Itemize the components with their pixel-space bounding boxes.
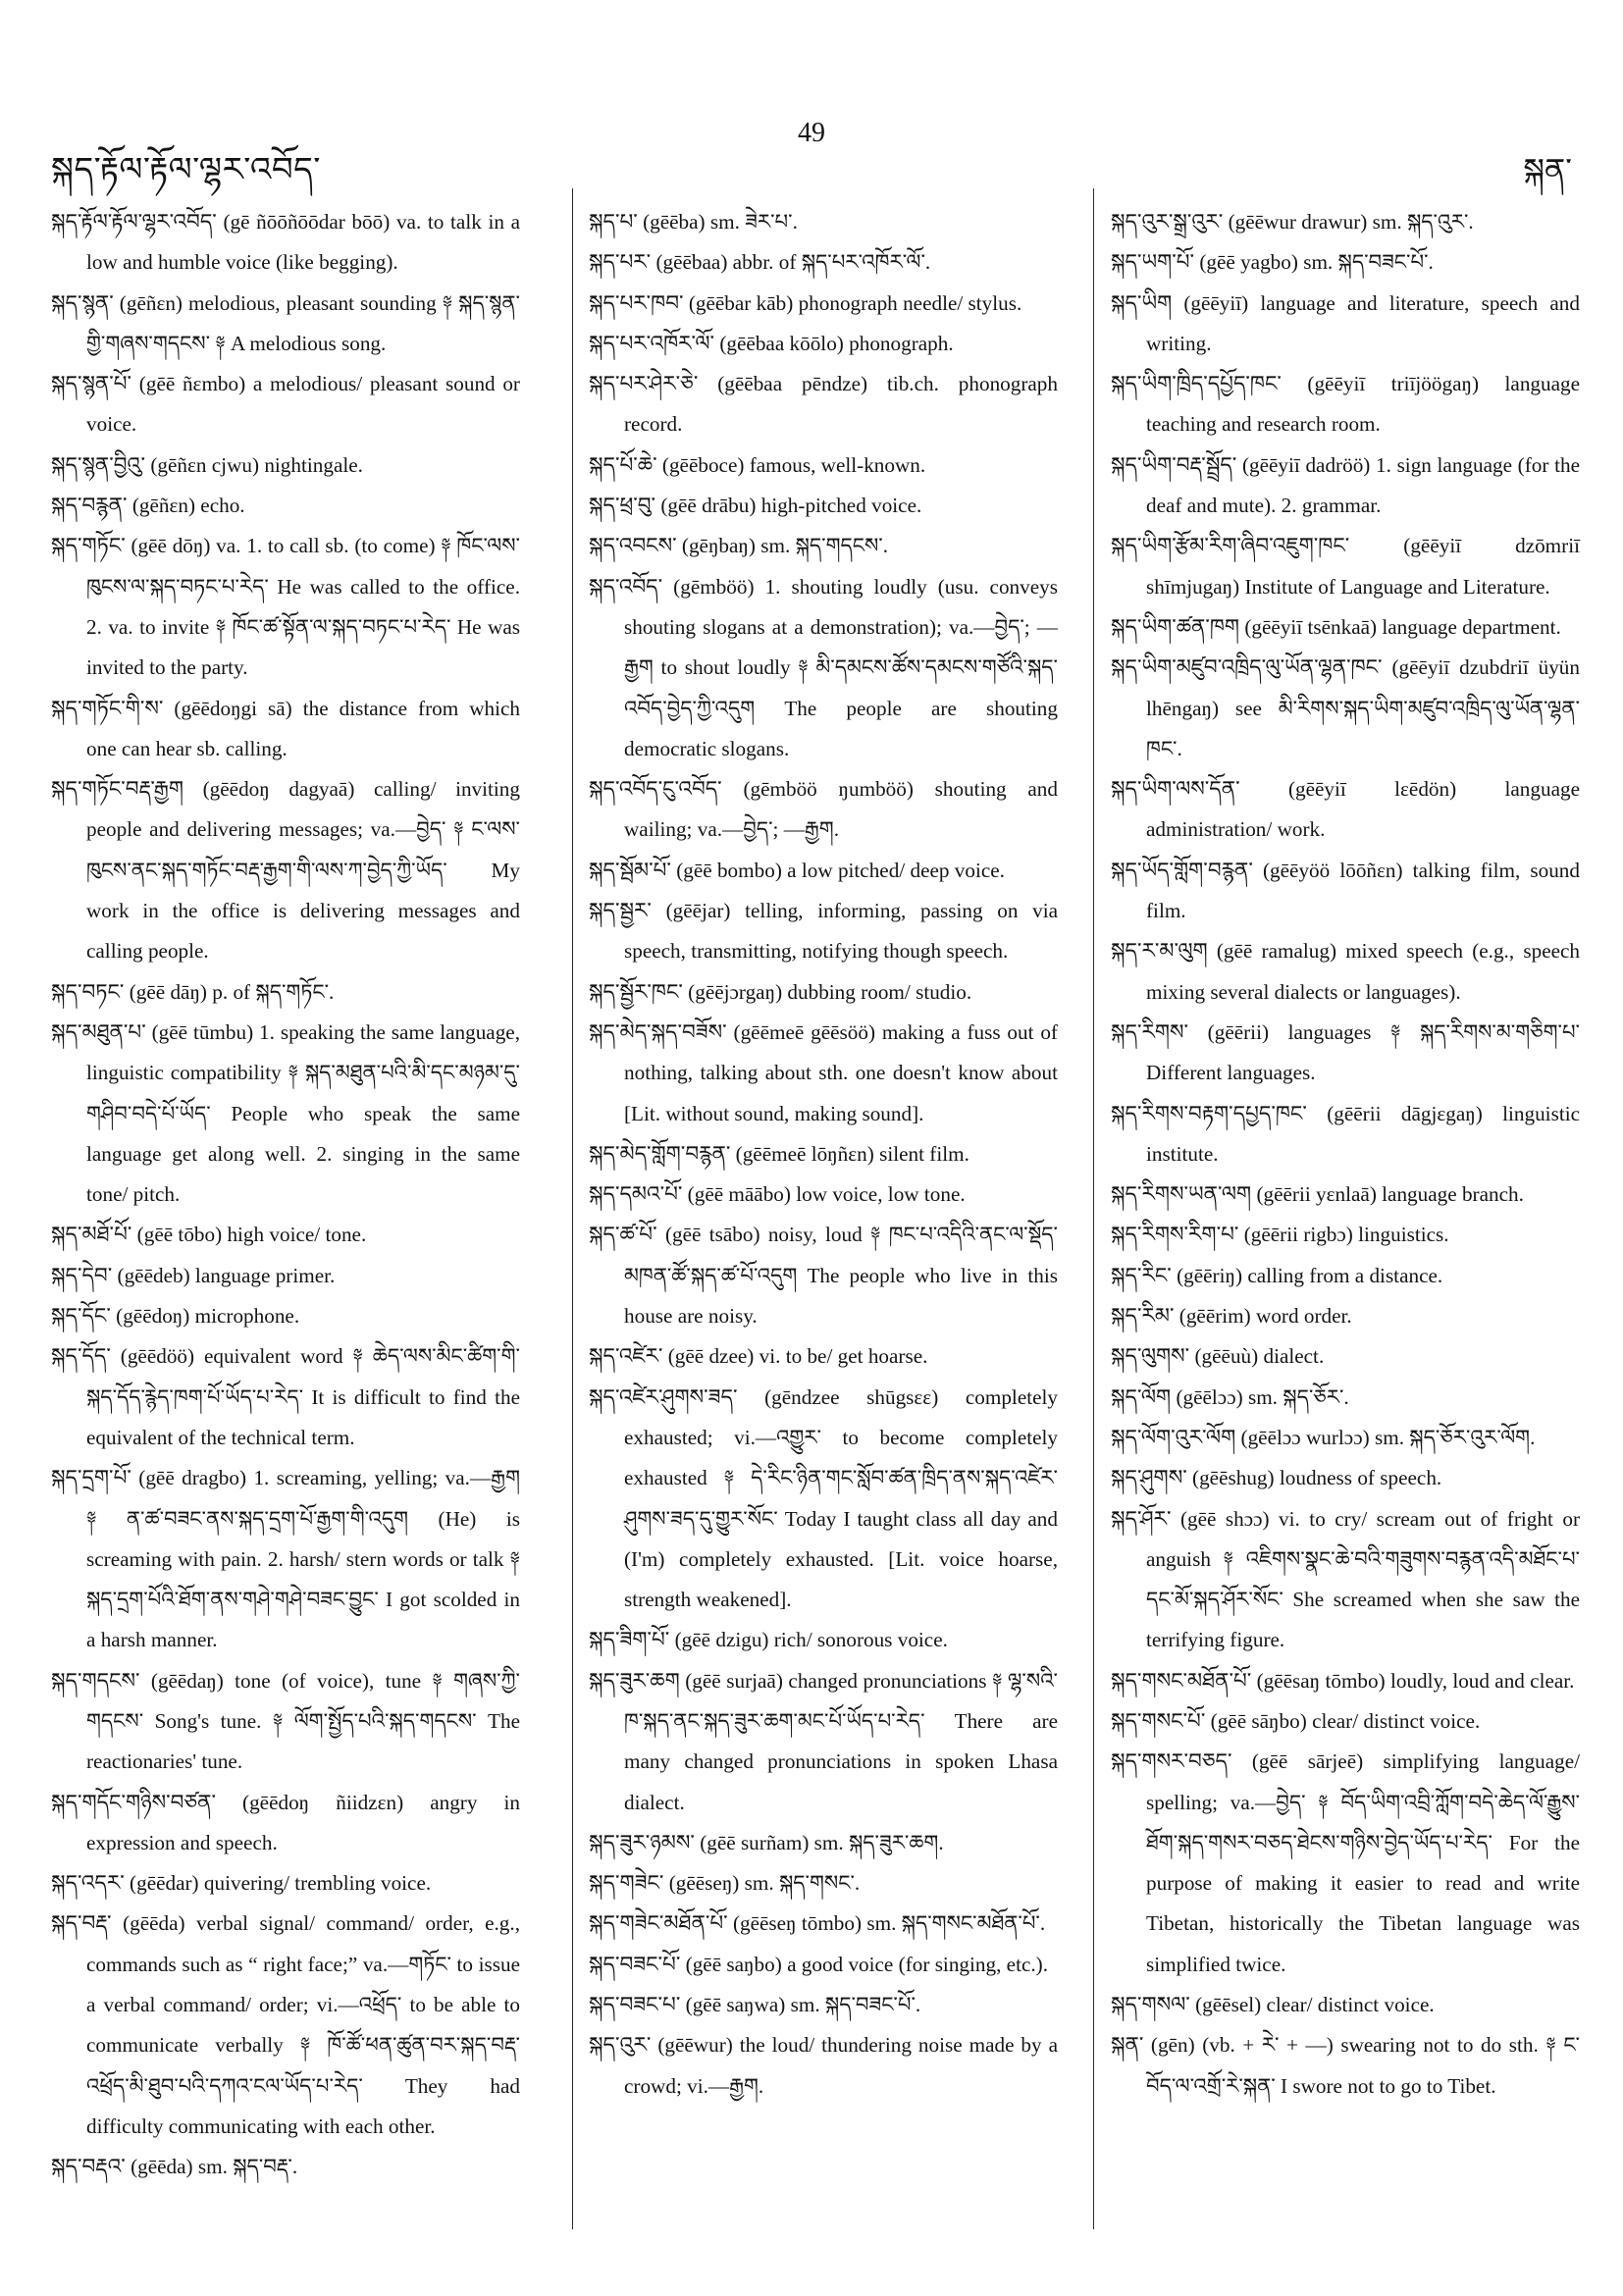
dictionary-entry (1111, 284, 1580, 365)
entry-definition: (gēē dōŋ) va. 1. to call sb. (to come) ༈ ཁོང་ལས་ཁུངས་ལ་སྐད་བཏང་པ་རེད་ He was called to the office. 2. va. to invite ༈ ཁོང་ཚ་སྟོན་ལ་སྐད་བཏང་པ་རེད་ He was invited to the party. (86, 534, 520, 680)
dictionary-entry (1111, 1336, 1580, 1377)
entry-headword: སྐད་འུར་ (589, 2033, 652, 2058)
entry-headword: སྐད་ཡིག་མཛུབ་འཁྲིད་ལུ་ཡོན་ལྷན་ཁང་ (1111, 655, 1383, 680)
dictionary-entry (51, 972, 520, 1013)
entry-definition: (gēē māābo) low voice, low tone. (682, 1182, 966, 1207)
entry-definition: (gēē dāŋ) p. of སྐད་གཏོང་. (124, 979, 335, 1004)
dictionary-entry (589, 1985, 1058, 2025)
entry-definition: (gēñɛn cjwu) nightingale. (145, 452, 363, 477)
dictionary-entry (1111, 1701, 1580, 1742)
entry-definition: (gēē bombo) a low pitched/ deep voice. (670, 858, 1005, 882)
dictionary-entry (589, 1174, 1058, 1215)
dictionary-entry (1111, 1742, 1580, 1985)
entry-definition: (gēē ramalug) mixed speech (e.g., speech mixing several dialects or languages). (1146, 939, 1580, 1004)
dictionary-entry (51, 202, 520, 284)
dictionary-entry (1111, 2025, 1580, 2107)
dictionary-entry (589, 324, 1058, 364)
dictionary-entry (1111, 526, 1580, 607)
entry-definition: (gēēba) sm. ཟེར་པ་. (637, 210, 798, 234)
entry-definition: (gēēyiī dzubdriī üyün lhēngaŋ) see མི་རིགས་སྐད་ཡིག་མཛུབ་འཁྲིད་ལུ་ཡོན་ལྷན་ཁང་. (1146, 655, 1580, 760)
entry-headword: སྐད་ཟིག་པོ་ (589, 1628, 670, 1652)
entry-definition: (gēēbar kāb) phonograph needle/ stylus. (683, 290, 1022, 315)
dictionary-entry (1111, 242, 1580, 283)
entry-definition: (gēn) (vb. + རེ་ + —) swearing not to do sth. ༈ ང་བོད་ལ་འགྲོ་རེ་སྐན་ I swore not to go to Tibet. (1143, 2033, 1580, 2098)
entry-definition: (gēē sārjeē) simplifying language/ spelling; va.—བྱེད་ ༈ བོད་ཡིག་འབྲི་ཀློག་བདེ་ཆེད་ལོ་རྒྱུས་ཐོག་སྐད་གསར་བཅད་ཐེངས་གཉིས་བྱེད་ཡོད་པ་རེད་ For the purpose of making it easier to read and write Tibetan, historically the Tibetan language was simplified twice. (1146, 1749, 1580, 1976)
entry-definition: (gēēbaa kōōlo) phonograph. (714, 331, 954, 355)
entry-headword: སྐད་པར་འཁོར་ལོ་ (589, 331, 715, 355)
dictionary-column-2 (589, 202, 1058, 2107)
entry-headword: སྐད་བརྡའ་ (51, 2155, 126, 2179)
dictionary-entry (51, 1013, 520, 1215)
dictionary-entry (1111, 202, 1580, 242)
entry-definition: (gēēdeb) language primer. (112, 1263, 336, 1287)
entry-definition: (gēēyiī dzōmriī shīmjugaŋ) Institute of Language and Literature. (1146, 534, 1580, 599)
entry-definition: (gēēsel) clear/ distinct voice. (1189, 1993, 1435, 2017)
dictionary-entry (589, 1863, 1058, 1904)
dictionary-entry (1111, 1985, 1580, 2025)
dictionary-entry (589, 2025, 1058, 2107)
entry-definition: (gēēlɔɔ) sm. སྐད་ཅོར་. (1171, 1384, 1349, 1409)
entry-definition: (gēmböö ŋumböö) shouting and wailing; va.—བྱེད་; —རྒྱག. (624, 777, 1058, 842)
entry-definition: (gēē dzee) vi. to be/ get hoarse. (662, 1344, 928, 1369)
entry-headword: སྐད་འབངས་ (589, 534, 677, 558)
entry-definition: (gēē ñɛmbo) a melodious/ pleasant sound or voice. (86, 372, 520, 437)
entry-definition: (gēē saŋbo) a good voice (for singing, etc.). (680, 1952, 1049, 1976)
entry-headword: སྐད་གཏོང་གི་ས་ (51, 696, 164, 720)
dictionary-entry (1111, 1661, 1580, 1701)
entry-definition: (gēē dragbo) 1. screaming, yelling; va.—རྒྱག ༈ ན་ཚ་བཟང་ནས་སྐད་དྲག་པོ་རྒྱག་གི་འདུག (He) is screaming with pain. 2. harsh/ stern words or talk ༈ སྐད་དྲག་པོའི་ཐོག་ནས་གཤེ་གཤེ་བཟང་བྱུང་ I got scolded in a harsh manner. (86, 1466, 520, 1652)
entry-headword: སྐད་གསར་བཅད་ (1111, 1749, 1232, 1774)
entry-definition: (gēēseŋ tōmbo) sm. སྐད་གསང་མཐོན་པོ་. (727, 1911, 1046, 1936)
entry-definition: (gēēdoŋgi sā) the distance from which one can hear sb. calling. (86, 696, 520, 760)
entry-headword: སྐད་པར་ (589, 250, 652, 275)
dictionary-entry (51, 284, 520, 365)
entry-definition: (gēēbaa pēndze) tib.ch. phonograph record. (624, 372, 1058, 437)
entry-definition: (gēēyiī) language and literature, speech and writing. (1146, 290, 1580, 355)
column-divider (1093, 188, 1094, 2229)
entry-definition: (gēērii yɛnlaā) language branch. (1251, 1182, 1524, 1207)
entry-definition: (gēē shɔɔ) vi. to cry/ scream out of fright or anguish ༈ འཇིགས་སྣང་ཆེ་བའི་གཟུགས་བརྙན་འདི་མཐོང་པ་དང་མོ་སྐད་ཤོར་སོང་ She screamed when she saw the terrifying figure. (1146, 1506, 1580, 1652)
dictionary-entry (589, 1661, 1058, 1823)
entry-definition: (gēē tōbo) high voice/ tone. (131, 1223, 367, 1247)
entry-headword: སྐད་དོད་ (51, 1344, 111, 1369)
entry-headword: སྐད་ཡོད་གློག་བརྙན་ (1111, 858, 1253, 882)
entry-definition: (gēēlɔɔ wurlɔɔ) sm. སྐད་ཅོར་འུར་ལོག. (1235, 1425, 1536, 1449)
dictionary-entry (51, 445, 520, 486)
entry-headword: སྐད་ཡིག་བརྡ་སྦྲོད་ (1111, 452, 1237, 477)
dictionary-entry (51, 364, 520, 445)
entry-headword: སྐད་རིགས་ཡན་ལག (1111, 1182, 1252, 1207)
entry-definition: (gēēdöö) equivalent word ༈ ཆེད་ལས་མིང་ཚིག་གི་སྐད་དོད་རྙེད་ཁག་པོ་ཡོད་པ་རེད་ It is difficult to find the equivalent of the technical term. (86, 1344, 520, 1449)
entry-definition: (gēēwur drawur) sm. སྐད་འུར་. (1223, 210, 1474, 234)
entry-headword: སྐད་མེད་གློག་བརྙན་ (589, 1141, 731, 1166)
entry-definition: (gēēshug) loudness of speech. (1186, 1466, 1442, 1490)
entry-headword: སྐད་པོ་ཆེ་ (589, 452, 657, 477)
dictionary-entry (51, 1336, 520, 1458)
entry-definition: (gēē surjaā) changed pronunciations ༈ ལྷ་སའི་ཁ་སྐད་ནང་སྐད་ཟུར་ཆག་མང་པོ་ཡོད་པ་རེད་ There are many changed pronunciations in spoken Lhasa dialect. (624, 1668, 1058, 1814)
entry-definition: (gēŋbaŋ) sm. སྐད་གདངས་. (676, 534, 889, 558)
entry-headword: སྐད་བརྡ་ (51, 1911, 112, 1936)
entry-definition: (gēēda) sm. སྐད་བརྡ་. (125, 2155, 298, 2179)
dictionary-entry (589, 202, 1058, 242)
dictionary-entry (51, 1863, 520, 1904)
entry-definition: (gēējɔrgaŋ) dubbing room/ studio. (682, 979, 972, 1004)
entry-headword: སྐད་སྦྱར་ (589, 899, 652, 923)
dictionary-entry (1111, 851, 1580, 932)
entry-definition: (gēēsaŋ tōmbo) loudly, loud and clear. (1251, 1668, 1575, 1693)
entry-headword: སྐད་ལུགས་ (1111, 1344, 1190, 1369)
dictionary-entry (51, 1256, 520, 1296)
dictionary-entry (589, 1378, 1058, 1621)
dictionary-entry (1111, 1458, 1580, 1498)
entry-headword: སྐད་ཚ་པོ་ (589, 1223, 657, 1247)
entry-headword: སྐད་བཟང་པ་ (589, 1993, 681, 2017)
dictionary-entry (1111, 1215, 1580, 1255)
entry-headword: སྐད་ཡིག (1111, 290, 1173, 315)
dictionary-entry (51, 769, 520, 971)
dictionary-entry (589, 1215, 1058, 1336)
dictionary-entry (51, 526, 520, 688)
entry-definition: (gēē drābu) high-pitched voice. (655, 494, 922, 518)
entry-headword: སྐད་པར་ཁབ་ (589, 290, 684, 315)
entry-headword: སྐད་བརྙན་ (51, 494, 128, 518)
entry-headword: སྐད་ཡག་པོ་ (1111, 250, 1195, 275)
entry-headword: སྐད་སྦྱོར་ཁང་ (589, 979, 683, 1004)
entry-definition: (gēē surñam) sm. སྐད་ཟུར་ཆག. (694, 1830, 944, 1854)
entry-definition: (gēēyiī tsēnkaā) language department. (1239, 614, 1561, 639)
entry-headword: སྐད་ཡིག་ཁྲིད་དཔྱོད་ཁང་ (1111, 372, 1282, 396)
entry-headword: སྐད་གཏོང་བརྡ་རྒྱག (51, 777, 184, 802)
entry-definition: (gēēdoŋ) microphone. (110, 1304, 300, 1329)
entry-definition: (gēmböö) 1. shouting loudly (usu. conveys shouting slogans at a demonstration); va.—བྱེད་; —རྒྱག to shout loudly ༈ མི་དམངས་ཚོས་དམངས་གཙོའི་སྐད་འབོད་བྱེད་ཀྱི་འདུག The people are shouting democratic slogans. (624, 574, 1058, 760)
entry-headword: སྐད་འདར་ (51, 1871, 125, 1896)
dictionary-entry (589, 972, 1058, 1013)
entry-definition: (gēē saŋwa) sm. སྐད་བཟང་པོ་. (680, 1993, 921, 2017)
entry-headword: སྐད་འབོད་ (589, 574, 663, 599)
entry-definition: (gēē tūmbu) 1. speaking the same language, linguistic compatibility ༈ སྐད་མཐུན་པའི་མི་དང་མཉམ་དུ་གཤིབ་བདེ་པོ་ཡོད་ People who speak the same language get along well. 2. singing in the same tone/ pitch. (86, 1019, 520, 1207)
entry-headword: སྐད་འབོད་ངུ་འབོད་ (589, 777, 722, 802)
left-guideword: སྐད་རྟོལ་རྟོལ་ལྷར་འབོད་ (51, 152, 321, 188)
entry-headword: སྐད་དོང་ (51, 1304, 111, 1329)
entry-definition: (gēērii) languages ༈ སྐད་རིགས་མ་གཅིག་པ་ Different languages. (1146, 1019, 1580, 1085)
entry-definition: (gēē tsābo) noisy, loud ༈ ཁང་པ་འདིའི་ནང་ལ་སྡོད་མཁན་ཚོ་སྐད་ཚ་པོ་འདུག The people who live in this house are noisy. (624, 1223, 1058, 1329)
entry-headword: སྐད་མཐུན་པ་ (51, 1019, 146, 1044)
entry-headword: སྐད་ར་མ་ལུག (1111, 939, 1208, 964)
entry-headword: སྐད་བཟང་པོ་ (589, 1952, 681, 1976)
entry-headword: སྐད་འུར་སྒྲ་འུར་ (1111, 210, 1224, 234)
entry-headword: སྐད་ཤོར་ (1111, 1506, 1172, 1531)
dictionary-entry (51, 1661, 520, 1783)
entry-definition: (gēēyiī triījöögaŋ) language teaching and research room. (1146, 372, 1580, 437)
dictionary-entry (589, 284, 1058, 324)
dictionary-entry (589, 1945, 1058, 1985)
entry-definition: (gēērim) word order. (1174, 1304, 1352, 1329)
entry-headword: སྐད་ཡིག་ཚན་ཁག (1111, 614, 1240, 639)
entry-headword: སྐད་ལོག་འུར་ལོག (1111, 1425, 1236, 1449)
dictionary-entry (1111, 769, 1580, 851)
entry-definition: (gēēda) verbal signal/ command/ order, e.g., commands such as “ right face;” va.—གཏོང་ to issue a verbal command/ order; vi.—འཕྲོད་ to be able to communicate verbally ༈ ཁོ་ཚོ་ཕན་ཚུན་བར་སྐད་བརྡ་འཕྲོད་མི་ཐུབ་པའི་དཀའ་ངལ་ཡོད་པ་རེད་ They had difficulty communicating with each other. (86, 1911, 520, 2138)
entry-definition: (gēērii rigbɔ) linguistics. (1238, 1223, 1449, 1247)
dictionary-entry (589, 1134, 1058, 1174)
dictionary-entry (1111, 364, 1580, 445)
entry-headword: སྐད་ཕྲ་བུ་ (589, 494, 656, 518)
entry-headword: སྐད་རིགས་ (1111, 1019, 1189, 1044)
right-guideword: སྐན་ (1523, 152, 1572, 187)
entry-headword: སྐད་གཟེང་ (589, 1871, 664, 1896)
entry-definition: (gēēdoŋ ñiidzɛn) angry in expression and speech. (86, 1790, 520, 1854)
entry-definition: (gēēyiī lɛēdön) language administration/ work. (1146, 777, 1580, 842)
dictionary-entry (1111, 1296, 1580, 1336)
entry-headword: སྐད་གཏོང་ (51, 534, 126, 558)
page-number: 49 (798, 118, 825, 148)
entry-headword: སྐད་གཟེང་མཐོན་པོ་ (589, 1911, 728, 1936)
entry-definition: (gēēdar) quivering/ trembling voice. (124, 1871, 432, 1896)
dictionary-entry (589, 242, 1058, 283)
dictionary-entry (1111, 1256, 1580, 1296)
entry-headword: སྐད་དམའ་པོ་ (589, 1182, 683, 1207)
entry-headword: སྐད་འཛེར་ཤུགས་ཟད་ (589, 1384, 738, 1409)
dictionary-entry (589, 1336, 1058, 1377)
entry-headword: སྐད་ཡིག་ལས་དོན་ (1111, 777, 1240, 802)
entry-headword: སྐད་གསང་མཐོན་པོ་ (1111, 1668, 1252, 1693)
dictionary-entry (1111, 648, 1580, 769)
entry-headword: སྐད་ཟུར་ཉམས་ (589, 1830, 695, 1854)
dictionary-entry (589, 1013, 1058, 1134)
entry-definition: (gēēbaa) abbr. of སྐད་པར་འཁོར་ལོ་. (651, 250, 931, 275)
entry-headword: སྐད་མཐོ་པོ་ (51, 1223, 132, 1247)
dictionary-entry (589, 891, 1058, 972)
dictionary-entry (589, 769, 1058, 851)
dictionary-entry (1111, 1094, 1580, 1175)
entry-definition: (gēē dzigu) rich/ sonorous voice. (669, 1628, 948, 1652)
entry-definition: (gēēmeē gēēsöö) making a fuss out of nothing, talking about sth. one doesn't know about [Lit. without sound, making sound]. (624, 1019, 1058, 1125)
dictionary-entry (589, 1620, 1058, 1660)
dictionary-entry (1111, 1013, 1580, 1094)
entry-headword: སྐད་སྙན་བྱིའུ་ (51, 452, 146, 477)
entry-headword: སྐད་རྟོལ་རྟོལ་ལྷར་འབོད་ (51, 210, 217, 234)
dictionary-entry (1111, 445, 1580, 527)
entry-headword: སྐད་བཏང་ (51, 979, 125, 1004)
dictionary-entry (589, 486, 1058, 526)
entry-definition: (gēēboce) famous, well-known. (656, 452, 926, 477)
entry-definition: (gēē yagbo) sm. སྐད་བཟང་པོ་. (1194, 250, 1434, 275)
entry-headword: སྐད་དྲག་པོ་ (51, 1466, 131, 1490)
entry-headword: སྐད་པར་ཤེར་ཅེ་ (589, 372, 699, 396)
dictionary-entry (51, 1783, 520, 1864)
dictionary-entry (1111, 1418, 1580, 1458)
entry-definition: (gēēyöö lōōñɛn) talking film, sound film. (1146, 858, 1580, 923)
dictionary-entry (589, 364, 1058, 445)
entry-definition: (gēējar) telling, informing, passing on via speech, transmitting, notifying though speech. (624, 899, 1058, 964)
entry-headword: སྐད་རིང་ (1111, 1263, 1172, 1287)
dictionary-entry (51, 486, 520, 526)
entry-headword: སྐད་སྦོམ་པོ་ (589, 858, 671, 882)
dictionary-entry (51, 1458, 520, 1660)
dictionary-entry (589, 1904, 1058, 1944)
entry-headword: སྐད་སྙན་པོ་ (51, 372, 132, 396)
dictionary-entry (1111, 607, 1580, 648)
entry-headword: སྐད་གསང་པོ་ (1111, 1708, 1206, 1733)
entry-definition: (gēēuù) dialect. (1189, 1344, 1325, 1369)
dictionary-entry (589, 567, 1058, 769)
dictionary-entry (1111, 1174, 1580, 1215)
dictionary-entry (1111, 1378, 1580, 1418)
entry-definition: (gēēdoŋ dagyaā) calling/ inviting people and delivering messages; va.—བྱེད་ ༈ ང་ལས་ཁུངས་ནང་སྐད་གཏོང་བརྡ་རྒྱག་གི་ལས་ཀ་བྱེད་ཀྱི་ཡོད་ My work in the office is delivering messages and calling people. (86, 777, 520, 964)
entry-definition: (gē ñōōñōōdar bōō) va. to talk in a low and humble voice (like begging). (86, 210, 520, 275)
entry-headword: སྐད་རིགས་རིག་པ་ (1111, 1223, 1239, 1247)
page-header (0, 110, 1623, 188)
entry-headword: སྐད་མེད་སྐད་བཟོས་ (589, 1019, 727, 1044)
dictionary-entry (51, 1215, 520, 1255)
entry-definition: (gēñɛn) echo. (127, 494, 245, 518)
entry-headword: སྐད་སྙན་ (51, 290, 114, 315)
entry-definition: (gēēdaŋ) tone (of voice), tune ༈ གཞས་ཀྱི་གདངས་ Song's tune. ༈ ལོག་སྤྱོད་པའི་སྐད་གདངས་ The reactionaries' tune. (86, 1668, 520, 1774)
dictionary-entry (589, 851, 1058, 891)
entry-definition: (gēñɛn) melodious, pleasant sounding ༈ སྐད་སྙན་གྱི་གཞས་གདངས་ ༈ A melodious song. (86, 290, 520, 355)
entry-definition: (gēēseŋ) sm. སྐད་གསང་. (663, 1871, 861, 1896)
entry-definition: (gēē sāŋbo) clear/ distinct voice. (1205, 1708, 1481, 1733)
entry-headword: སྐད་ཡིག་རྩོམ་རིག་ཞིབ་འཇུག་ཁང་ (1111, 534, 1350, 558)
entry-headword: སྐན་ (1111, 2033, 1144, 2058)
entry-headword: སྐད་དེབ་ (51, 1263, 113, 1287)
entry-headword: སྐད་ཤུགས་ (1111, 1466, 1187, 1490)
dictionary-column-3 (1111, 202, 1580, 2107)
dictionary-column-1 (51, 202, 520, 2188)
entry-headword: སྐད་གདངས་ (51, 1668, 140, 1693)
entry-definition: (gēērii dāgjɛgaŋ) linguistic institute. (1146, 1101, 1580, 1166)
entry-definition: (gēēriŋ) calling from a distance. (1171, 1263, 1443, 1287)
entry-headword: སྐད་རིགས་བརྟག་དཔྱད་ཁང་ (1111, 1101, 1307, 1125)
entry-headword: སྐད་གདོང་གཉིས་བཙན་ (51, 1790, 216, 1814)
entry-definition: (gēēyiī dadröö) 1. sign language (for the deaf and mute). 2. grammar. (1146, 452, 1580, 518)
dictionary-entry (589, 526, 1058, 566)
entry-headword: སྐད་ལོག (1111, 1384, 1172, 1409)
entry-headword: སྐད་ཟུར་ཆག (589, 1668, 680, 1693)
entry-definition: (gēēwur) the loud/ thundering noise made by a crowd; vi.—རྒྱག. (624, 2033, 1058, 2098)
entry-headword: སྐད་རིམ་ (1111, 1304, 1175, 1329)
entry-headword: སྐད་པ་ (589, 210, 638, 234)
dictionary-entry (589, 1823, 1058, 1863)
dictionary-entry (1111, 1499, 1580, 1661)
column-divider (572, 188, 573, 2229)
dictionary-entry (51, 1904, 520, 2147)
entry-definition: (gēēmeē lōŋñɛn) silent film. (730, 1141, 969, 1166)
entry-headword: སྐད་འཛེར་ (589, 1344, 663, 1369)
dictionary-entry (589, 445, 1058, 486)
dictionary-entry (51, 2147, 520, 2187)
entry-definition: (gēndzee shūgsɛɛ) completely exhausted; vi.—འགྱུར་ to become completely exhausted ༈ དེ་རིང་ཉིན་གང་སློབ་ཚན་ཁྲིད་ནས་སྐད་འཛེར་ཤུགས་ཟད་དུ་གྱུར་སོང་ Today I taught class all day and (I'm) completely exhausted. [Lit. voice hoarse, strength weakened]. (624, 1384, 1058, 1612)
dictionary-entry (1111, 931, 1580, 1013)
entry-headword: སྐད་གསལ་ (1111, 1993, 1190, 2017)
dictionary-entry (51, 1296, 520, 1336)
dictionary-entry (51, 689, 520, 770)
